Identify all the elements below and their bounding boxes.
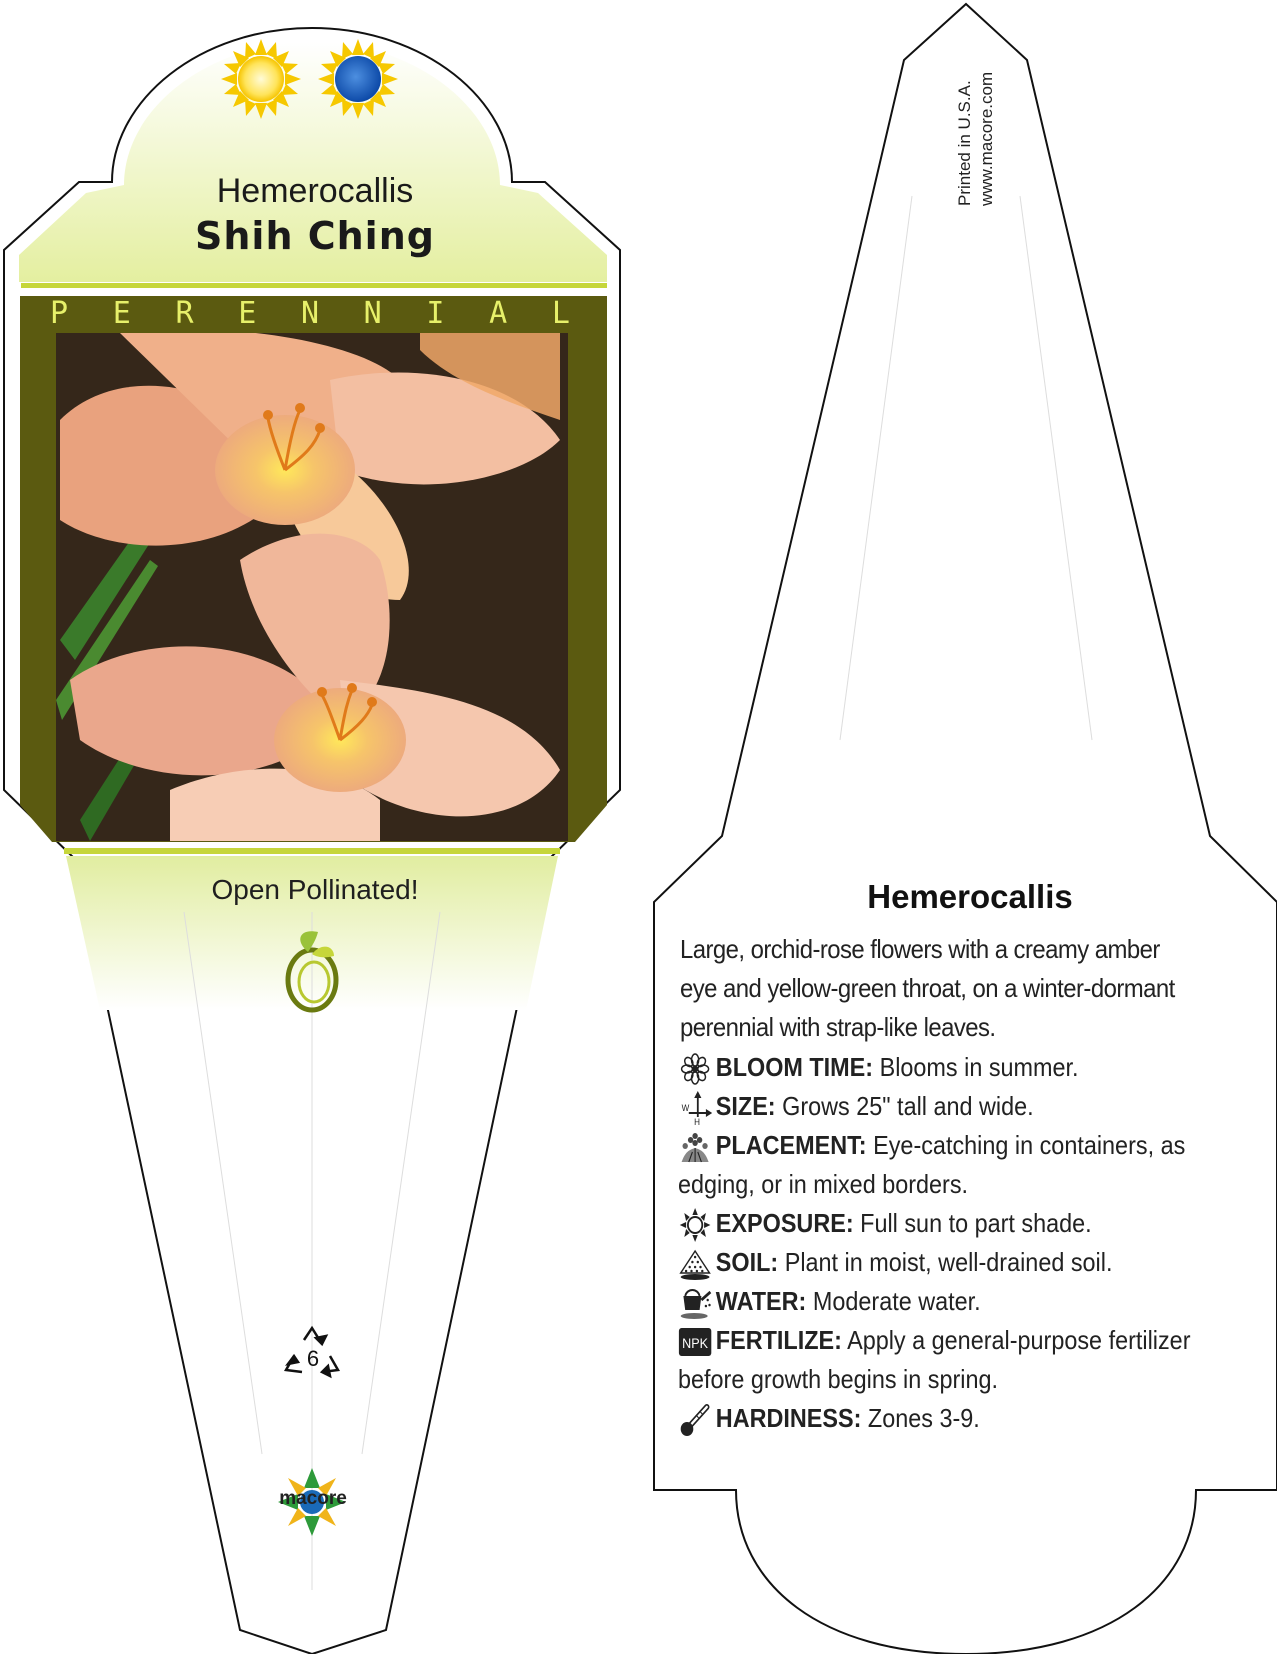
care-item-water — [678, 1282, 1218, 1321]
category-letter: R — [175, 296, 194, 331]
care-label: WATER: — [715, 1286, 807, 1316]
soil-icon — [678, 1247, 712, 1281]
category-letter: N — [363, 296, 382, 331]
care-list — [678, 1048, 1218, 1438]
care-item-bloom-time — [678, 1048, 1218, 1087]
care-label: PLACEMENT: — [715, 1130, 867, 1160]
care-label: SIZE: — [715, 1091, 776, 1121]
thermometer-icon — [678, 1403, 712, 1437]
care-label: BLOOM TIME: — [715, 1052, 874, 1082]
care-item-soil — [678, 1243, 1218, 1282]
plant-genus: Hemerocallis — [216, 172, 414, 210]
svg-text:W: W — [681, 1102, 690, 1114]
care-text: Grows 25" tall and wide. — [782, 1091, 1034, 1121]
plant-description: Large, orchid-rose flowers with a creamy amber eye and yellow-green throat, on a winter-dormant perennial with strap-like leaves. — [680, 934, 1175, 1042]
printed-info — [954, 72, 998, 206]
category-letter: P — [50, 296, 69, 331]
care-text: Apply a general-purpose fertilizer before growth begins in spring. — [678, 1325, 1191, 1394]
brand-name: macore — [279, 1488, 347, 1509]
size-icon — [678, 1091, 712, 1125]
care-label: HARDINESS: — [715, 1403, 862, 1433]
plant-cultivar: Shih Ching — [195, 214, 435, 258]
care-label: SOIL: — [715, 1247, 779, 1277]
care-item-placement — [678, 1126, 1218, 1204]
tagline: Open Pollinated! — [211, 874, 419, 905]
care-text: Plant in moist, well-drained soil. — [784, 1247, 1113, 1277]
care-text: Blooms in summer. — [879, 1052, 1079, 1082]
category-letter: E — [238, 296, 257, 331]
back-title: Hemerocallis — [867, 878, 1073, 915]
care-text: Full sun to part shade. — [860, 1208, 1092, 1238]
category-letter: A — [489, 296, 508, 331]
sun-icon — [678, 1208, 712, 1242]
full-sun-icon — [221, 39, 301, 119]
printed-line-1: Printed in U.S.A. — [955, 80, 974, 206]
placement-icon — [678, 1130, 712, 1164]
header-divider — [21, 283, 607, 288]
category-letter: N — [300, 296, 319, 331]
printed-line-2: www.macore.com — [977, 71, 996, 206]
part-shade-icon — [318, 39, 398, 119]
care-text: Moderate water. — [812, 1286, 981, 1316]
watering-can-icon — [678, 1286, 712, 1320]
care-text: Eye-catching in containers, as edging, or in mixed borders. — [678, 1130, 1186, 1199]
care-item-size — [678, 1087, 1218, 1126]
flower-photo — [56, 329, 568, 841]
frame-divider — [64, 848, 560, 854]
recycle-code: 6 — [306, 1346, 320, 1371]
category-label — [30, 296, 590, 331]
care-label: FERTILIZE: — [715, 1325, 842, 1355]
care-text: Zones 3-9. — [867, 1403, 980, 1433]
category-letter: L — [551, 296, 570, 331]
svg-text:H: H — [694, 1116, 701, 1126]
care-label: EXPOSURE: — [715, 1208, 854, 1238]
flower-icon — [678, 1052, 712, 1086]
care-item-exposure — [678, 1204, 1218, 1243]
category-letter: E — [112, 296, 131, 331]
npk-icon — [678, 1325, 712, 1359]
care-item-hardiness — [678, 1399, 1218, 1438]
category-letter: I — [426, 296, 445, 331]
npk-label: NPK — [682, 1335, 709, 1352]
care-item-fertilize — [678, 1321, 1218, 1399]
